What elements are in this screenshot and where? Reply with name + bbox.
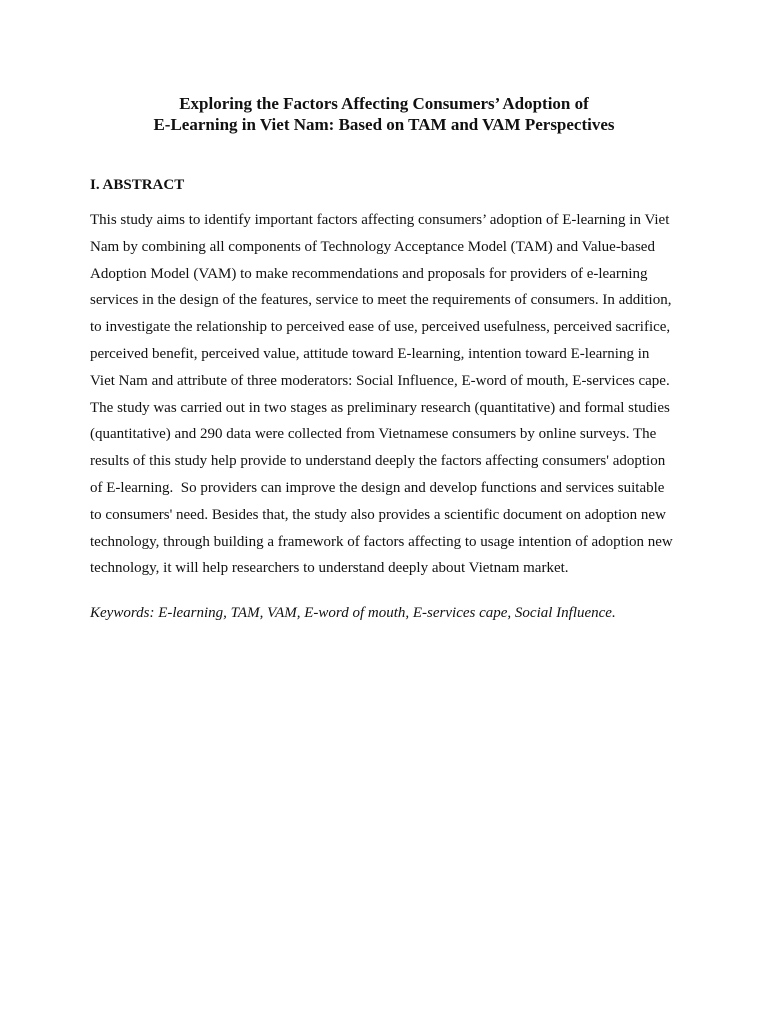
abstract-line: The study was carried out in two stages as preliminary research (quantitative) and formal studies — [90, 399, 670, 416]
paper-title-line-1: Exploring the Factors Affecting Consumers’ Adoption of — [179, 94, 589, 113]
abstract-line: perceived benefit, perceived value, attitude toward E-learning, intention toward E-learning in — [90, 345, 650, 362]
keywords-line: Keywords: E-learning, TAM, VAM, E-word of mouth, E-services cape, Social Influence. — [90, 605, 616, 621]
paper-title-line-2: E-Learning in Viet Nam: Based on TAM and VAM Perspectives — [153, 115, 615, 134]
abstract-line: to investigate the relationship to perceived ease of use, perceived usefulness, perceived sacrifice, — [90, 319, 671, 336]
abstract-line: (quantitative) and 290 data were collected from Vietnamese consumers by online surveys. The — [90, 426, 657, 443]
paper-title — [90, 93, 678, 135]
abstract-paragraph — [90, 207, 690, 582]
abstract-line: Viet Nam and attribute of three moderators: Social Influence, E-word of mouth, E-services cape. — [90, 372, 670, 389]
abstract-line: technology, through building a framework of factors affecting to usage intention of adoption new — [90, 533, 673, 550]
abstract-line: of E-learning. So providers can improve the design and develop functions and services suitable — [90, 479, 665, 496]
abstract-line: This study aims to identify important factors affecting consumers’ adoption of E-learning in Viet — [90, 212, 670, 228]
abstract-line: to consumers' need. Besides that, the study also provides a scientific document on adoption new — [90, 506, 666, 523]
abstract-line: Adoption Model (VAM) to make recommendations and proposals for providers of e-learning — [90, 265, 648, 282]
abstract-line: results of this study help provide to understand deeply the factors affecting consumers' adoption — [90, 453, 666, 470]
section-heading-abstract: I. ABSTRACT — [90, 177, 185, 193]
abstract-line: Nam by combining all components of Technology Acceptance Model (TAM) and Value-based — [90, 238, 655, 255]
abstract-line: technology, it will help researchers to understand deeply about Vietnam market. — [90, 560, 569, 577]
abstract-line: services in the design of the features, service to meet the requirements of consumers. In addition, — [90, 292, 672, 309]
